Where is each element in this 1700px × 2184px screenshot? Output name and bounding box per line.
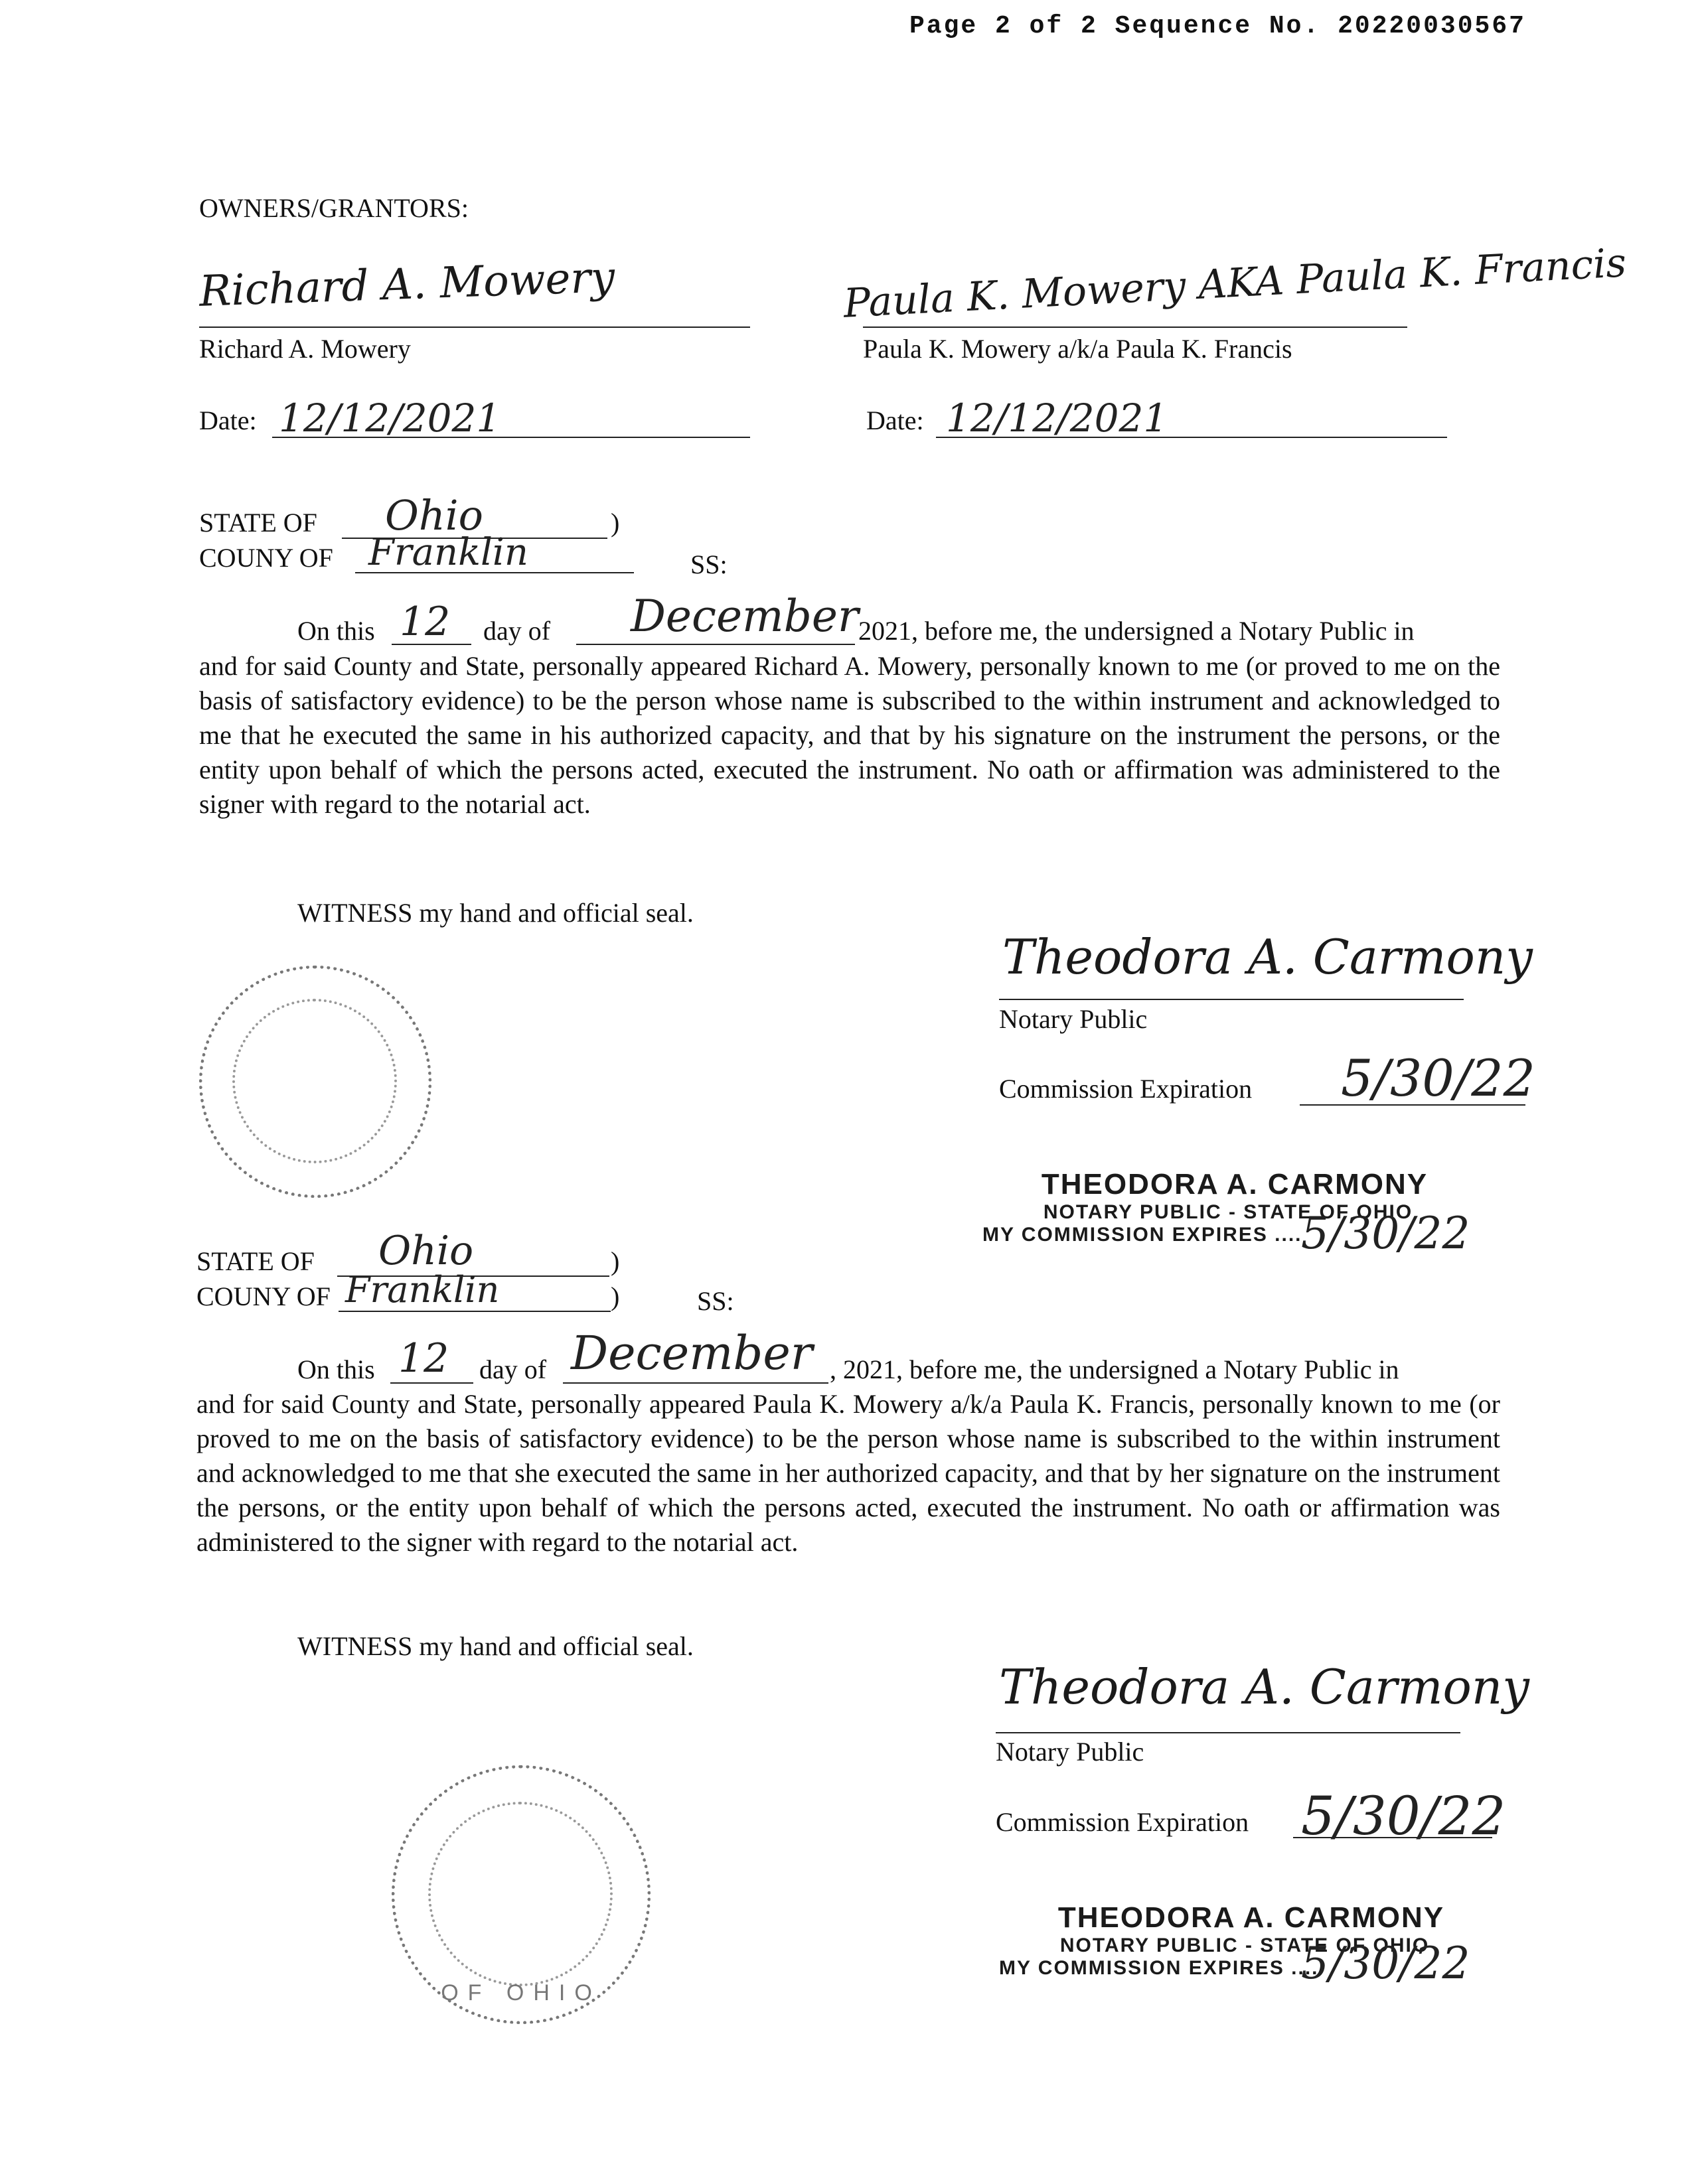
- ack2-year-text: , 2021, before me, the undersigned a Notary Public in: [830, 1354, 1399, 1384]
- grantor2-signature-line: [863, 327, 1407, 328]
- ack2-county-value: Franklin: [345, 1269, 500, 1311]
- ack2-seal-text: OF OHIO: [441, 1980, 601, 2005]
- ack1-stamp-name: THEODORA A. CARMONY: [1041, 1168, 1429, 1201]
- ack1-state-label: STATE OF: [199, 508, 317, 538]
- ack2-month-value: December: [571, 1326, 813, 1380]
- ack2-paren2: ): [611, 1281, 620, 1311]
- ack2-day-of: day of: [479, 1354, 547, 1384]
- ack1-on-this: On this: [297, 616, 375, 646]
- ack2-day-line: [390, 1382, 473, 1384]
- ack2-day-value: 12: [398, 1335, 449, 1382]
- ack1-state-value: Ohio: [385, 491, 483, 540]
- ack2-body: and for said County and State, personally appeared Paula K. Mowery a/k/a Paula K. Francis, personally known to me (or proved to me on the basis of satisfactory evidence) to be the person whose name is subscribed to the within instrument and acknowledged to me that she executed the same in her authorized capacity, and that by her signature on the instrument the persons, or the entity upon behalf of which the persons acted, executed the instrument. No oath or affirmation was administered to the signer with regard to the notarial act.: [196, 1389, 1500, 1557]
- grantor1-date-value: 12/12/2021: [279, 396, 501, 441]
- ack1-stamp-date: 5/30/22: [1301, 1208, 1470, 1259]
- ack2-county-label: COUNY OF: [196, 1281, 331, 1311]
- ack1-stamp-line2: NOTARY PUBLIC - STATE OF OHIO: [1043, 1201, 1413, 1223]
- ack1-ss-label: SS:: [690, 549, 728, 579]
- ack2-stamp-line3: MY COMMISSION EXPIRES ....: [999, 1957, 1319, 1979]
- ack2-on-this: On this: [297, 1354, 375, 1384]
- ack2-stamp-date: 5/30/22: [1301, 1938, 1470, 1989]
- ack1-notary-line: [999, 999, 1464, 1000]
- ack1-paren: ): [611, 508, 620, 538]
- ack2-notary-line: [996, 1732, 1460, 1733]
- ack2-notary-seal: [392, 1765, 651, 2024]
- ack2-notary-signature: Theodora A. Carmony: [999, 1659, 1529, 1715]
- grantor2-signature: Paula K. Mowery AKA Paula K. Francis: [842, 240, 1628, 327]
- ack2-month-line: [563, 1382, 828, 1384]
- page-sequence-header: Page 2 of 2 Sequence No. 20220030567: [909, 12, 1526, 40]
- ack1-notary-seal: [199, 966, 431, 1198]
- ack2-commission-value: 5/30/22: [1301, 1785, 1506, 1847]
- grantor2-name: Paula K. Mowery a/k/a Paula K. Francis: [863, 334, 1292, 364]
- ack2-commission-label: Commission Expiration: [996, 1807, 1249, 1837]
- ack2-state-value: Ohio: [378, 1228, 474, 1274]
- ack2-notary-label: Notary Public: [996, 1737, 1144, 1767]
- ack1-body: and for said County and State, personally appeared Richard A. Mowery, personally known to me (or proved to me on the basis of satisfactory evidence) to be the person whose name is subscribed to the within instrument and acknowledged to me that he executed the same in his authorized capacity, and that by his signature on the instrument the persons, or the entity upon behalf of which the persons acted, executed the instrument. No oath or affirmation was administered to the signer with regard to the notarial act.: [199, 651, 1500, 819]
- ack2-ss-label: SS:: [697, 1286, 734, 1316]
- ack2-paren1: ): [611, 1246, 620, 1276]
- ack2-state-label: STATE OF: [196, 1246, 315, 1276]
- ack1-month-line: [576, 644, 855, 645]
- ack2-county-line: [339, 1311, 611, 1312]
- grantor1-date-label: Date:: [199, 405, 257, 435]
- ack2-stamp-line2: NOTARY PUBLIC - STATE OF OHIO: [1059, 1934, 1430, 1956]
- ack1-witness: WITNESS my hand and official seal.: [297, 898, 694, 928]
- ack1-commission-label: Commission Expiration: [999, 1074, 1253, 1104]
- ack1-day-value: 12: [400, 599, 451, 645]
- grantor1-name: Richard A. Mowery: [199, 334, 411, 364]
- ack2-stamp-name: THEODORA A. CARMONY: [1057, 1901, 1445, 1934]
- grantor1-signature-line: [199, 327, 750, 328]
- ack1-county-label: COUNY OF: [199, 543, 333, 573]
- owners-heading: OWNERS/GRANTORS:: [199, 193, 469, 223]
- ack1-year-text: 2021, before me, the undersigned a Notary Public in: [858, 616, 1415, 646]
- ack1-day-of: day of: [483, 616, 551, 646]
- ack2-witness: WITNESS my hand and official seal.: [297, 1631, 694, 1661]
- grantor2-date-value: 12/12/2021: [946, 396, 1168, 441]
- ack1-county-value: Franklin: [368, 531, 528, 574]
- grantor2-date-label: Date:: [866, 405, 924, 435]
- grantor1-signature: Richard A. Mowery: [198, 253, 616, 317]
- ack1-notary-label: Notary Public: [999, 1004, 1148, 1034]
- ack1-stamp-line3: MY COMMISSION EXPIRES ....: [982, 1224, 1302, 1246]
- ack1-month-value: December: [631, 591, 859, 642]
- ack1-commission-value: 5/30/22: [1341, 1049, 1535, 1108]
- ack1-notary-signature: Theodora A. Carmony: [1002, 929, 1533, 985]
